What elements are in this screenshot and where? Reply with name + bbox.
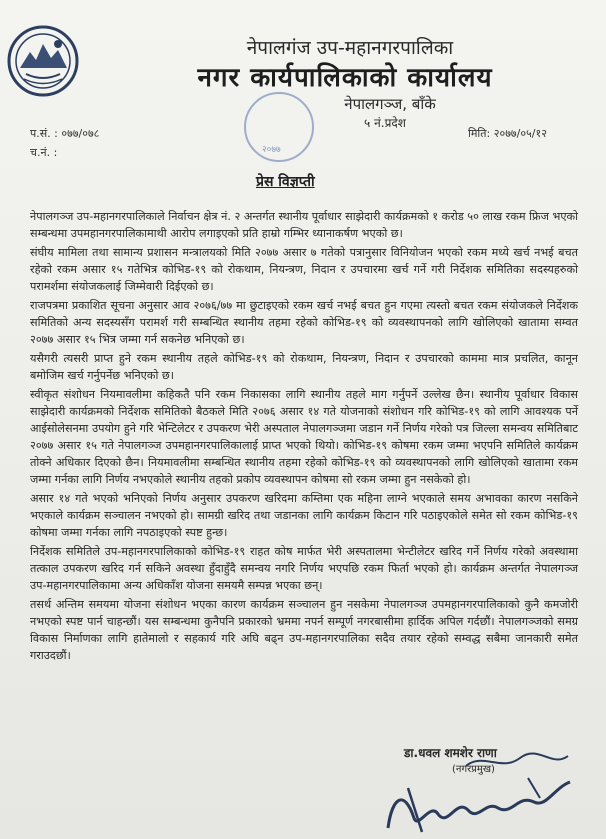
municipality-emblem-icon <box>6 24 80 98</box>
signer-title: (नगरप्रमुख) <box>452 764 495 775</box>
paragraph: तसर्थ अन्तिम समयमा योजना संशोधन भएका कारण कार्यक्रम सञ्चालन हुन नसकेमा नेपालगञ्ज उपमहानगरपालिकाको कुनै कमजोरी नभएको स्पष्ट पार्न चाहन्छौं। यस सम्बन्धमा कुनैपनि प्रकारको भ्रममा नपर्न सम्पूर्ण नगरबासीमा हार्दिक अपिल गर्दछौं। नेपालगञ्जको समग्र विकास निर्माणका लागि हातेमालो र सहकार्य गरि अघि बढ्न उप-महानगरपालिका सदैव तयार रहेको सम्वद्ध सबैमा जानकारी समेत गराउदछौं। <box>30 598 578 662</box>
paragraph: राजपत्रमा प्रकाशित सूचना अनुसार आव २०७६/७७ मा छुटाइएको रकम खर्च नभई बचत हुन गएमा त्यस्तो बचत रकम संयोजकले निर्देशक समितिको अन्य सदस्यसँग परामर्श गरी सम्बन्धित स्थानीय तहमा रहेको कोभिड-१९ को व्यवस्थापनको लागि खोलिएको खातामा सम्वत २०७७ असार १५ भित्र जम्मा गर्न सकनेछ भनिएको छ। <box>30 299 578 346</box>
province-label: ५ नं.प्रदेश <box>364 116 406 130</box>
press-release-title: प्रेस विज्ञप्ती <box>256 174 315 190</box>
reference-number: प.सं. : ०७७/०७८ <box>30 127 100 140</box>
paragraph: नेपालगञ्ज उप-महानगरपालिकाले निर्वाचन क्षेत्र नं. २ अन्तर्गत स्थानीय पूर्वाधार साझेदारी कार्यक्रमको १ करोड ५० लाख रकम फ्रिज भएको सम्बन्धमा उपमहानगरपालिकामाथी आरोप लगाइएको प्रति हाम्रो गम्भिर ध्यानाकर्षण भएको छ। <box>30 210 578 240</box>
paragraph: निर्देशक समितिले उप-महानगरपालिकाको कोभिड-१९ राहत कोष मार्फत भेरी अस्पतालमा भेन्टीलेटर खरिद गर्ने निर्णय गरेको अवस्थामा तत्काल उपकरण खरिद गर्न सकिने अवस्था हुँदाहुँदै समन्वय नगरि निर्णय भएपछि रकम फिर्ता भएको हो। कार्यक्रम अन्तर्गत नेपालगञ्ज उप-महानगरपालिकामा अन्य अधिकाँश योजना समयमै सम्पन्न भएका छन्। <box>30 545 578 592</box>
letter-body <box>30 208 578 666</box>
letter-date: मिति: २०७७/०५/१२ <box>468 127 547 140</box>
signature-icon <box>378 758 578 838</box>
paragraph: संघीय मामिला तथा सामान्य प्रशासन मन्त्रालयको मिति २०७७ असार ७ गतेको पत्रानुसार विनियोजन भएको रकम मध्ये खर्च नभई बचत रहेको रकम असार १५ गतेभित्र कोभिड-१९ को रोकथाम, नियन्त्रण, निदान र उपचारमा खर्च गर्ने गरी निर्देशक समितिका सदस्यहरुको परामर्शमा संयोजकलाई जिम्मेवारी दिईएको छ। <box>30 246 578 293</box>
paragraph: स्वीकृत संशोधन नियमावलीमा कहिकतै पनि रकम निकासका लागि स्थानीय तहले माग गर्नुपर्ने उल्लेख छैन। स्थानीय पूर्वाधार विकास साझेदारी कार्यक्रमको निर्देशक समितिको बैठकले मिति २०७६ असार १४ गते योजनाको संशोधन गरि कोभिड-१९ को लागि आवश्यक पर्ने आईसोलेसनमा उपयोग हुने गरि भेन्टिलेटर र उपकरण भेरी अस्पताल नेपालगञ्जमा जडान गर्ने निर्णय गरेको पत्र जिल्ला समन्वय समितिबाट २०७७ असार १५ गते नेपालगञ्ज उपमहानगरपालिकालाई प्राप्त भएको थियो। कोभिड-१९ कोषमा रकम जम्मा भएपनि समितिले कार्यक्रम तोक्ने अधिकार दिएको छैन। नियमावलीमा सम्बन्धित स्थानीय तहमा रहेको कोभिड-१९ को व्यवस्थापनको लागि खोलिएको खातामा रकम जम्मा गर्नका लागि निर्णय नभएकोले स्थानीय तहको प्रकोप व्यवस्थापन कोषमा सो रकम जम्मा हुन नसकेको हो। <box>30 388 578 486</box>
municipality-name: नेपालगंज उप-महानगरपालिका <box>246 37 454 59</box>
office-location: नेपालगञ्ज, बाँके <box>344 95 436 113</box>
dispatch-number: च.नं. : <box>30 146 58 159</box>
office-title: नगर कार्यपालिकाको कार्यालय <box>197 63 493 93</box>
paragraph: यसैगरी त्यसरी प्राप्त हुने रकम स्थानीय तहले कोभिड-१९ को रोकथाम, नियन्त्रण, निदान र उपचारको काममा मात्र प्रचलित, कानून बमोजिम खर्च गर्नुपर्नेछ भनिएको छ। <box>30 352 578 382</box>
signer-name: डा.धवल शमशेर राणा <box>404 746 497 760</box>
paragraph: असार १४ गते भएको भनिएको निर्णय अनुसार उपकरण खरिदमा कम्तिमा एक महिना लाग्ने भएकाले समय अभावका कारण नसकिने भएकाले कार्यक्रम सञ्चालन नभएको हो। सामग्री खरिद तथा जडानका लागि कार्यक्रम किटान गरि पठाइएकोले समेत सो रकम कोभिड-१९ कोषमा जम्मा गर्नका लागि नपठाइएको स्पष्ट हुन्छ। <box>30 492 578 539</box>
stamp-year: २०७७ <box>262 145 281 155</box>
